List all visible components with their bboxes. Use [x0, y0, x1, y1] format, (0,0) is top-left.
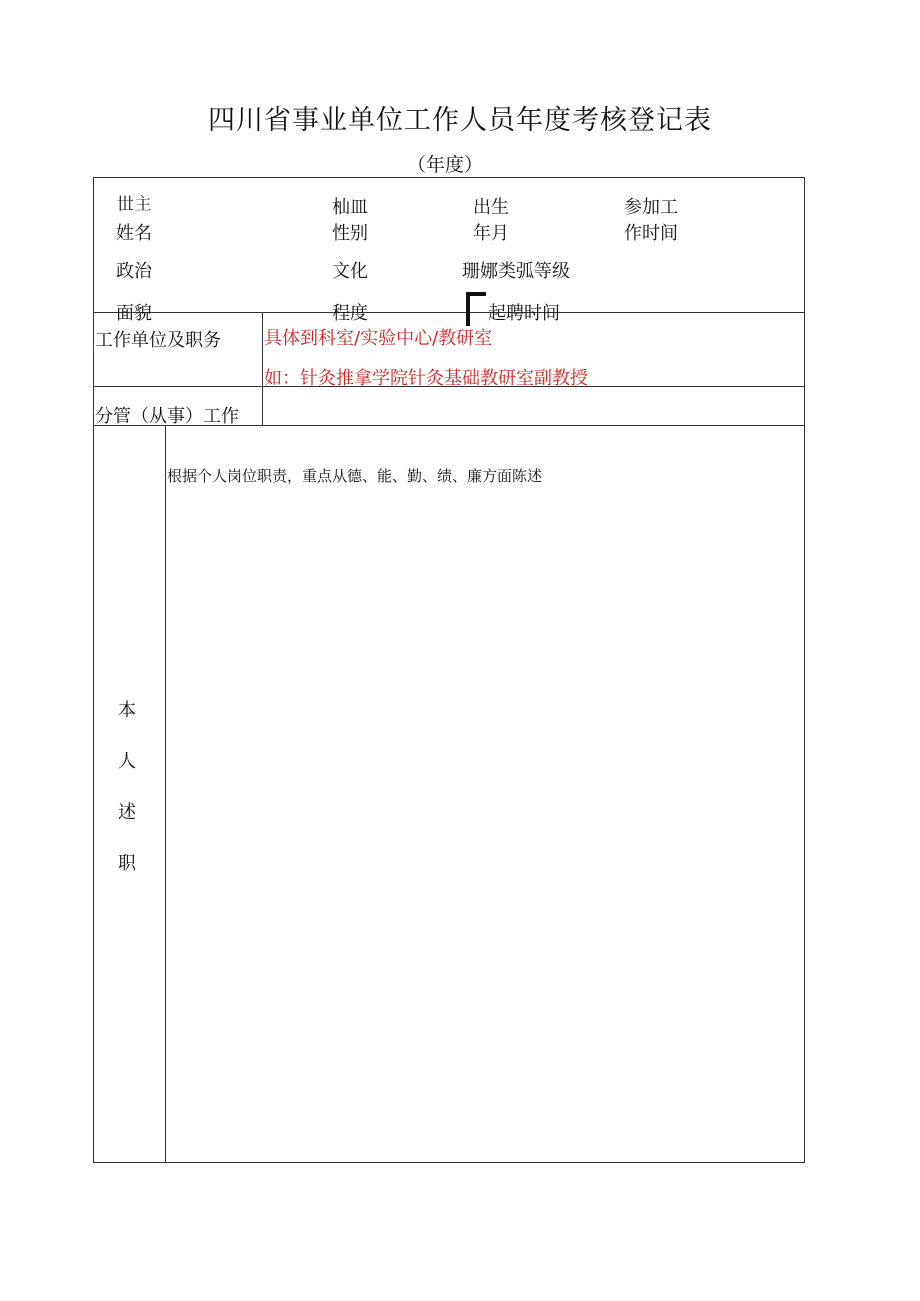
self-report-label-char: 人	[118, 751, 136, 772]
birth-label: 出生	[473, 197, 509, 218]
year-subtitle: （年度）	[406, 154, 483, 176]
work-unit-hint[interactable]: 具体到科室/实验中心/教研室	[264, 328, 493, 349]
row-divider	[93, 312, 805, 313]
self-report-hint[interactable]: 根据个人岗位职责，重点从德、能、勤、绩、廉方面陈述	[167, 467, 543, 485]
hire-time-label: 起聘时间	[488, 303, 560, 324]
education-label-2: 程度	[332, 303, 368, 324]
table-border-bottom	[93, 1162, 805, 1163]
work-unit-label: 工作单位及职务	[95, 330, 221, 351]
bracket-mark	[466, 292, 486, 326]
work-start-time-label: 作时间	[624, 223, 678, 244]
name-label: 姓名	[116, 223, 152, 244]
education-label: 文化	[332, 261, 368, 282]
political-label: 政治	[116, 261, 152, 282]
table-border-left	[93, 177, 94, 1163]
self-report-label-char: 本	[118, 700, 136, 721]
work-unit-example[interactable]: 如：针灸推拿学院针灸基础教研室副教授	[264, 368, 588, 389]
page-title: 四川省事业单位工作人员年度考核登记表	[208, 105, 712, 136]
birth-month-label: 年月	[473, 223, 509, 244]
grade-label: 珊娜类弧等级	[462, 261, 570, 282]
column-divider	[262, 312, 263, 425]
personal-info-section	[94, 180, 804, 324]
column-divider	[165, 425, 166, 1162]
field-label: 𠀍主	[116, 194, 152, 215]
self-report-label-char: 职	[118, 853, 136, 874]
table-border-top	[93, 177, 805, 178]
work-start-label: 参加工	[624, 197, 678, 218]
political-label-2: 面貌	[116, 303, 152, 324]
field-label: 杣皿	[332, 197, 368, 218]
in-charge-label: 分管（从事）工作	[95, 406, 239, 427]
self-report-label-char: 述	[118, 802, 136, 823]
table-border-right	[804, 177, 805, 1163]
gender-label: 性别	[332, 223, 368, 244]
